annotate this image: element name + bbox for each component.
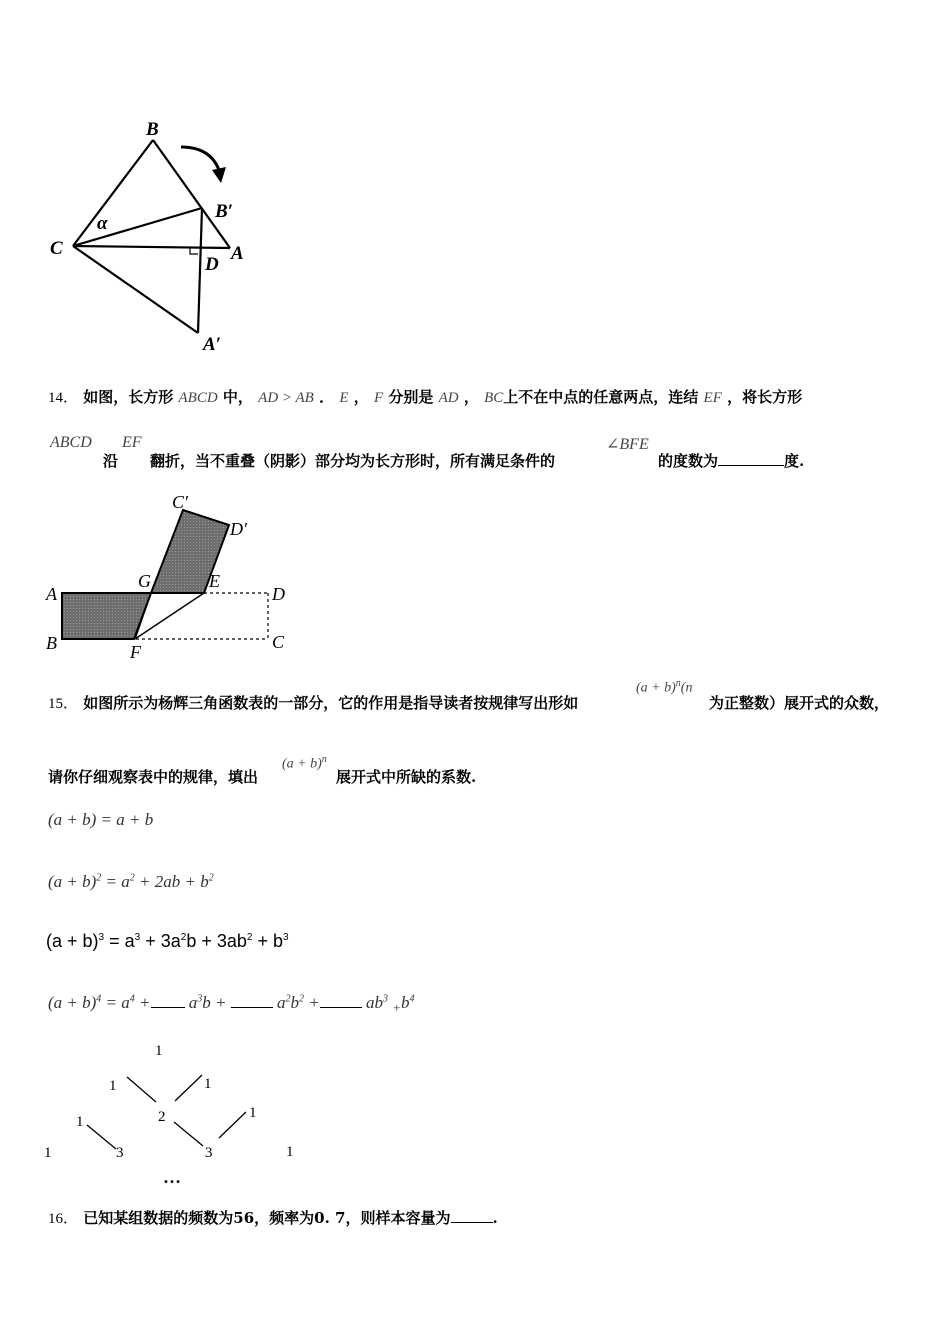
q14-math-abcd: ABCD [178,390,218,406]
q14-text-1: 如图，长方形 [83,388,174,406]
eq3-t2: + 3a [145,931,181,951]
tri-r0-0: 1 [155,1043,163,1059]
q14-math-ad: AD [438,390,459,406]
fig1-label-c: C [50,238,63,259]
q16-value-rate: 0. 7 [314,1209,346,1227]
q14-text-6: ， [463,388,479,406]
fig1-label-a: A [231,243,244,264]
q14-text-12: 度. [784,452,805,470]
q16-text-3: ，则样本容量为 [345,1209,451,1227]
eq3-e4: 3 [283,932,289,943]
q14-math-ef: EF [703,390,722,406]
eq2-rhs1: = a [105,872,130,891]
equation-3 [46,931,289,952]
q14-math-angle: ∠BFE [606,436,649,453]
q16-text-2: ，频率为 [254,1209,315,1227]
q14-number: 14． [48,390,79,406]
eq3-exp: 3 [98,932,105,943]
tri-r2-0: 1 [76,1114,84,1130]
eq3-t3: b + 3ab [186,931,247,951]
fig1-label-aprime: A′ [203,334,222,355]
q14-math-abcd-2: ABCD [50,434,92,451]
fig2-label-dprime: D′ [230,519,247,539]
fig2-label-d: D [272,584,285,604]
eq4-m3: ab [365,993,383,1012]
q16-text-4: . [492,1209,498,1227]
fig2-label-b: B [46,633,57,653]
eq3-e1: 3 [134,932,141,943]
eq4-eq: = a [105,993,130,1012]
q14-text-8: ，将长方形 [727,388,803,406]
eq4-m1b: b + [202,993,227,1012]
eq2-rhs-exp: 2 [129,872,135,884]
equation-1: (a + b) = a + b [48,810,154,829]
equation-2 [48,872,214,892]
q15-text-1: 如图所示为杨辉三角函数表的一部分，它的作用是指导读者按规律写出形如 [83,694,579,712]
fig2-label-cprime: C′ [172,492,188,512]
eq4-m4: b [401,993,410,1012]
coefficient-blank-3[interactable] [320,995,362,1008]
q15-math-expr-exp: n [675,678,681,689]
eq4-m4e: 4 [409,993,415,1005]
tri-r1-1: 1 [204,1076,212,1092]
q15-text-2: 为正整数）展开式的众数， [709,694,890,712]
q14-math-f: F [373,390,384,406]
q16-number: 16． [48,1211,79,1227]
q15-math-expr-2 [282,754,327,773]
tri-ellipsis: … [163,1167,181,1187]
q15-number: 15． [48,696,79,712]
tri-r3-0: 1 [44,1145,52,1161]
eq3-e3: 2 [246,932,253,943]
eq2-rhs2: + 2ab + b [139,872,209,891]
q14-text-10: 翻折，当不重叠（阴影）部分均为长方形时，所有满足条件的 [150,452,556,470]
fig2-label-c: C [272,632,285,652]
fig2-label-f: F [130,642,141,660]
fig2-label-g: G [138,571,151,591]
eq4-m1e: 3 [197,993,203,1005]
tri-r3-3: 1 [286,1144,294,1160]
q16-answer-blank[interactable] [451,1210,493,1223]
q14-text-3: ． [319,388,335,406]
eq3-lhs: (a + b) [46,931,99,951]
eq4-m3e: 3 [382,993,388,1005]
q14-line1 [48,386,802,407]
q14-answer-blank[interactable] [718,453,784,466]
q14-text-11: 的度数为 [658,452,719,470]
q14-line2-end [658,450,804,471]
folded-rectangle-figure [40,488,300,660]
q15-math-n-paren: (n [680,680,693,696]
tri-r1-0: 1 [109,1078,117,1094]
fig2-label-e: E [209,571,220,591]
eq4-m2e: 2 [285,993,291,1005]
fig1-label-d: D [205,254,219,275]
tri-r2-1: 2 [158,1109,166,1125]
q14-text-7: 上不在中点的任意两点，连结 [503,388,699,406]
q16-value-frequency: 56 [233,1209,255,1227]
eq3-e2: 2 [180,932,187,943]
yanghui-triangle [36,1035,316,1190]
eq3-t4: + b [257,931,283,951]
q14-text-4: ， [353,388,369,406]
q15-text-4: 展开式中所缺的系数. [336,768,477,786]
q14-text-5: 分别是 [388,388,434,406]
q15-math-expr-base: (a + b) [636,680,676,696]
q14-text-9: 沿 [103,452,119,470]
fig1-label-b: B [146,119,159,140]
eq4-m1: a [188,993,198,1012]
fig2-label-a: A [46,584,57,604]
q16-text-1: 已知某组数据的频数为 [83,1209,234,1227]
q15-line1-start [48,692,578,713]
eq4-exp: 4 [96,993,102,1005]
eq4-plus4: + [392,1000,402,1015]
equation-4 [48,993,415,1016]
triangle-rotation-figure [40,115,270,360]
q15-math-expr2-exp: n [321,754,327,765]
eq2-rhs-exp2: 2 [208,872,214,884]
tri-r3-2: 3 [205,1145,213,1161]
q14-math-condition: AD > AB [258,390,314,406]
q14-math-e: E [339,390,349,406]
q14-math-bc: BC [484,390,504,406]
eq4-e1: 4 [129,993,135,1005]
q16-line [48,1207,498,1228]
eq2-exp: 2 [96,872,102,884]
coefficient-blank-2[interactable] [231,995,273,1008]
coefficient-blank-1[interactable] [151,995,185,1008]
eq4-plus3: + [308,993,320,1012]
eq4-lhs: (a + b) [48,993,97,1012]
eq4-plus1: + [139,993,151,1012]
q15-math-expr2-base: (a + b) [282,756,322,772]
eq2-lhs: (a + b) [48,872,97,891]
fig1-label-alpha: α [97,213,108,234]
q14-math-ef-2: EF [122,434,142,451]
eq4-m2: a [277,993,286,1012]
q15-text-3: 请你仔细观察表中的规律，填出 [48,768,259,786]
q14-text-2: 中， [222,388,253,406]
eq3-eq: = a [109,931,135,951]
tri-r3-1: 3 [116,1145,124,1161]
tri-r2-2: 1 [249,1105,257,1121]
fig1-label-bprime: B′ [215,201,234,222]
eq4-m2be: 2 [299,993,304,1005]
q15-math-expr [636,678,692,697]
eq4-m2b: b [290,993,299,1012]
